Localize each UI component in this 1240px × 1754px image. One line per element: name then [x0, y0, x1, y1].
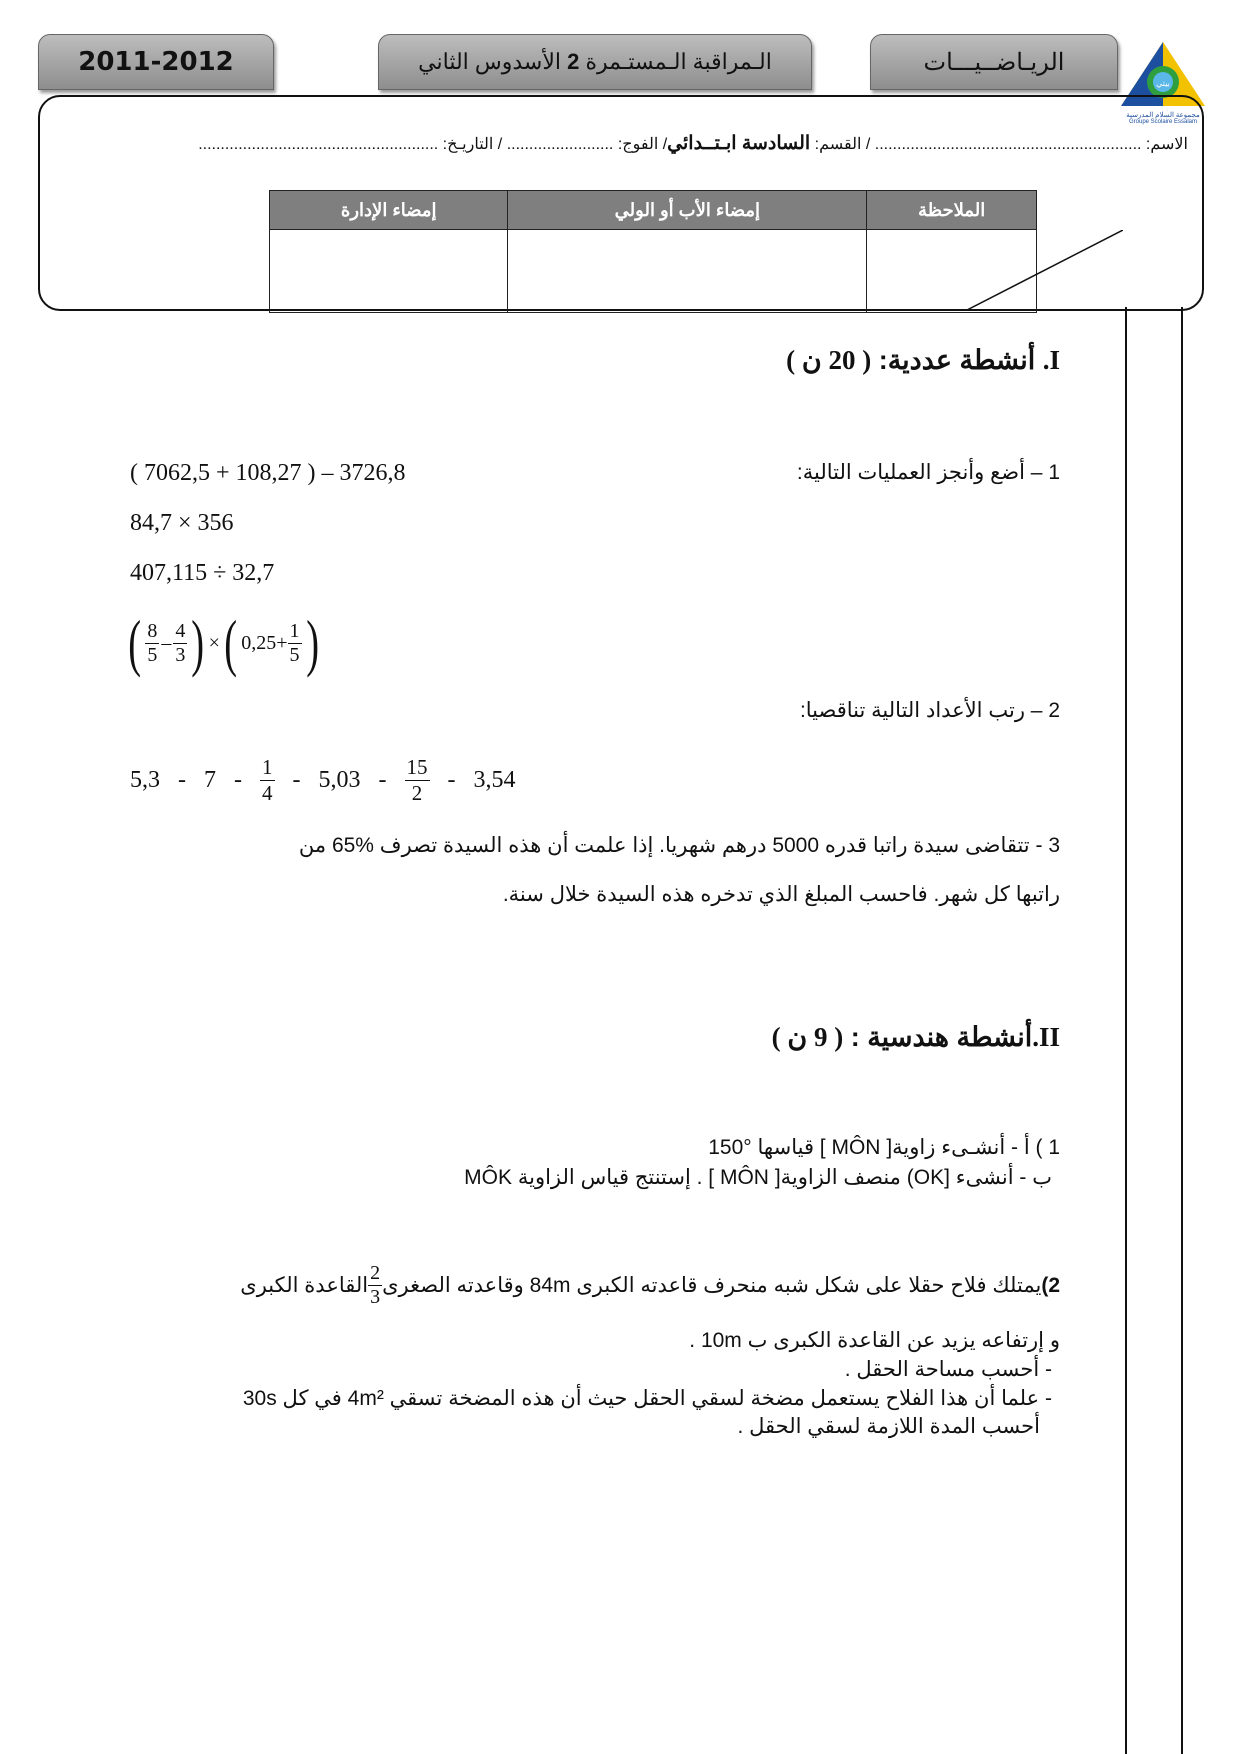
q1-label: 1 – أضع وأنجز العمليات التالية:: [796, 461, 1060, 484]
logo-text-ar: مجموعة السلام المدرسية: [1126, 112, 1200, 119]
geometry-q1a: 1 ) أ - أنشـىء زاوية[ MÔN ] قياسها °150: [708, 1136, 1060, 1159]
fraction-2-3: $\frac{2}{3}$: [370, 1262, 381, 1308]
date-field[interactable]: ......................................................: [198, 136, 439, 153]
diagonal-line: [867, 230, 1123, 310]
exam-title-tab: [378, 34, 812, 90]
parent-signature-cell[interactable]: [508, 230, 867, 313]
name-field[interactable]: ............................................................: [874, 136, 1142, 153]
fraction-4-3: $\frac{4}{3}$: [175, 619, 186, 666]
margin-line-2: [1181, 307, 1183, 1754]
geometry-q2-line-1: 2) يمتلك فلاح حقلا على شكل شبه منحرف قاعدته الكبرى 84m وقاعدته الصغرى $\frac{2}{3}$ القاعدة الكبرى: [240, 1262, 1060, 1308]
fraction-8-5: $\frac{8}{5}$: [147, 619, 158, 666]
q2-label: 2 – رتب الأعداد التالية تناقصيا:: [799, 699, 1060, 722]
fraction-expression: ( $\frac{8}{5}$ – $\frac{4}{3}$ ) × ( 0,25 + $\frac{1}{5}$ ): [128, 607, 319, 678]
geometry-q2-line-5: أحسب المدة اللازمة لسقي الحقل .: [737, 1415, 1040, 1438]
geometry-q2-line-3: - أحسب مساحة الحقل .: [844, 1358, 1052, 1381]
margin-line-1: [1125, 307, 1127, 1754]
admin-signature-cell[interactable]: [270, 230, 508, 313]
class-value: السادسة ابـتــدائي: [667, 133, 811, 154]
logo-circle-text: بيتي: [1156, 79, 1170, 88]
header-parent-signature: إمضاء الأب أو الولي: [508, 191, 867, 230]
q3-line-1: 3 - تتقاضى سيدة راتبا قدره 5000 درهم شهريا. إذا علمت أن هذه السيدة تصرف %65 من: [298, 834, 1060, 857]
subject-tab: [870, 34, 1118, 90]
section1-heading: I. أنشطة عددية: ( 20 ن ): [786, 345, 1060, 375]
geometry-q2-line-2: و إرتفاعه يزيد عن القاعدة الكبرى ب 10m .: [689, 1329, 1060, 1352]
geometry-q2-line-4: - علما أن هذا الفلاح يستعمل مضخة لسقي الحقل حيث أن هذه المضخة تسقي 4m² في كل 30s: [242, 1387, 1052, 1410]
year-tab: [38, 34, 274, 90]
section2-heading: II.أنشطة هندسية : ( 9 ن ): [771, 1022, 1060, 1052]
header-remark: الملاحظة: [867, 191, 1037, 230]
remark-cell[interactable]: [867, 230, 1037, 313]
header-admin-signature: إمضاء الإدارة: [270, 191, 508, 230]
student-info-line: الاسم: ............................................................ / القسم: السادسة ابـتــدائي/ الفوج: ........................ / التاريـخ: ......................................................: [198, 133, 1188, 154]
fraction-1-5: $\frac{1}{5}$: [289, 619, 300, 666]
subject: الريـاضــيـــات: [923, 48, 1065, 76]
logo-text-fr: Groupe Scolaire Essalam: [1128, 119, 1198, 125]
geometry-q1b: ب - أنشىء [OK) منصف الزاوية[ MÔN ] . إستنتج قياس الزاوية MÔK: [464, 1166, 1052, 1189]
signature-table: [269, 190, 1037, 313]
operation-1: ( 7062,5 + 108,27 ) – 3726,8: [130, 460, 406, 486]
q3-line-2: راتبها كل شهر. فاحسب المبلغ الذي تدخره هذه السيدة خلال سنة.: [502, 883, 1060, 906]
numbers-list: 5,3 - 7 - $\frac{1}{4}$ - 5,03 - $\frac{15}{2}$ - 3,54: [130, 754, 516, 805]
fraction-1-4: $\frac{1}{4}$: [262, 754, 273, 805]
group-field[interactable]: ........................: [506, 136, 614, 153]
year: 2011-2012: [78, 47, 234, 77]
exam-title: الـمراقبة الـمستـمرة 2 الأسدوس الثاني: [418, 49, 772, 74]
fraction-15-2: $\frac{15}{2}$: [406, 754, 428, 805]
operation-2: 84,7 × 356: [130, 510, 234, 536]
operation-3: 407,115 ÷ 32,7: [130, 560, 275, 586]
